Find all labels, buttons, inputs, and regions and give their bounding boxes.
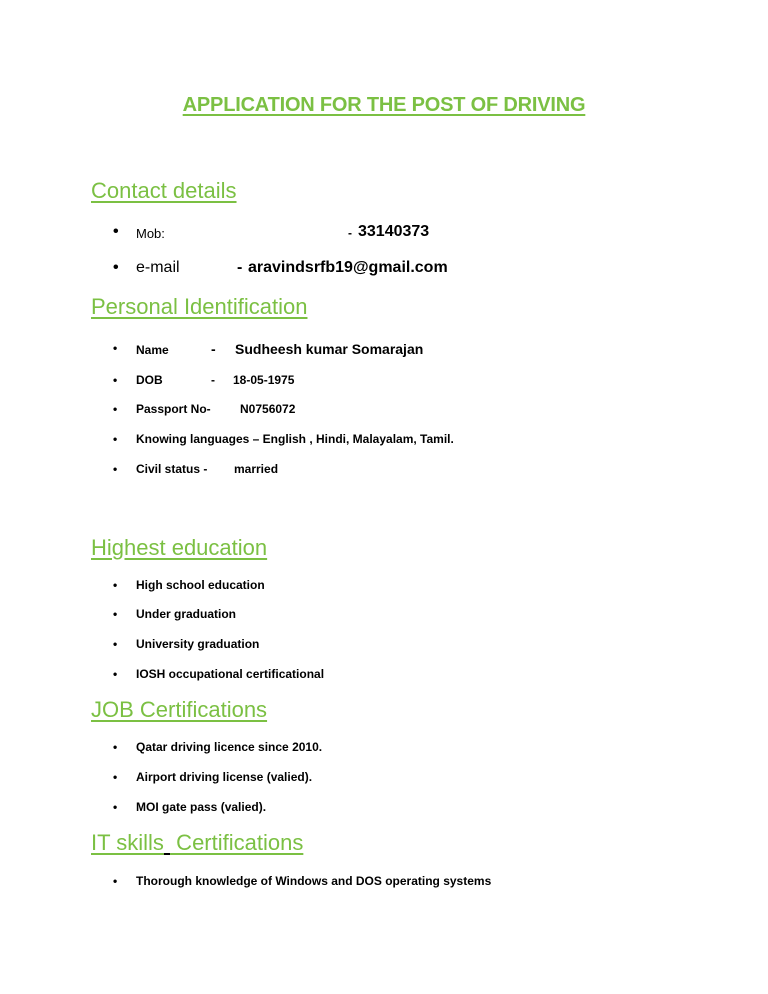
highest-education-heading: Highest education [91,535,268,560]
civil-status-label: Civil status - [136,462,208,476]
bullet-icon: • [113,462,118,476]
document-title: APPLICATION FOR THE POST OF DRIVING [182,94,586,116]
bullet-icon: • [113,874,118,888]
dob-separator: - [211,373,215,387]
job-item-text: MOI gate pass (valied). [136,800,267,814]
education-item-text: Under graduation [136,607,237,621]
civil-status-value: married [234,462,279,476]
mob-value: 33140373 [358,223,430,240]
bullet-icon: • [113,770,118,784]
job-item-text: Qatar driving licence since 2010. [136,740,323,754]
bullet-icon: • [113,402,118,416]
bullet-icon: • [113,607,118,621]
email-label: e-mail [136,259,180,276]
email-value: aravindsrfb19@gmail.com [248,259,448,276]
personal-identification-heading: Personal Identification [91,294,308,319]
job-item-text: Airport driving license (valied). [136,770,313,784]
it-item-text: Thorough knowledge of Windows and DOS operating systems [136,874,492,888]
bullet-icon: • [113,740,118,754]
languages-text: Knowing languages – English , Hindi, Malayalam, Tamil. [136,432,454,446]
bullet-icon: • [113,341,118,355]
bullet-icon: • [113,223,119,240]
it-skills-heading-part2: Certifications [170,830,304,855]
bullet-icon: • [113,637,118,651]
bullet-icon: • [113,373,118,387]
it-skills-heading-part1: IT skills [91,830,164,855]
it-skills-heading [91,830,303,856]
passport-label: Passport No- [136,402,211,416]
passport-value: N0756072 [240,402,296,416]
dob-value: 18-05-1975 [233,373,295,387]
contact-details-heading: Contact details [91,178,237,203]
education-item-text: High school education [136,578,265,592]
job-certifications-heading: JOB Certifications [91,697,268,722]
bullet-icon: • [113,578,118,592]
name-value: Sudheesh kumar Somarajan [235,341,424,357]
mob-separator: - [348,226,352,240]
dob-label: DOB [136,373,163,387]
education-item-text: IOSH occupational certificational [136,667,325,681]
name-separator: - [211,341,216,357]
mob-label: Mob: [136,226,165,241]
bullet-icon: • [113,800,118,814]
bullet-icon: • [113,432,118,446]
name-label: Name [136,343,169,357]
education-item-text: University graduation [136,637,260,651]
bullet-icon: • [113,667,118,681]
email-separator: - [237,259,243,276]
bullet-icon: • [113,259,119,276]
